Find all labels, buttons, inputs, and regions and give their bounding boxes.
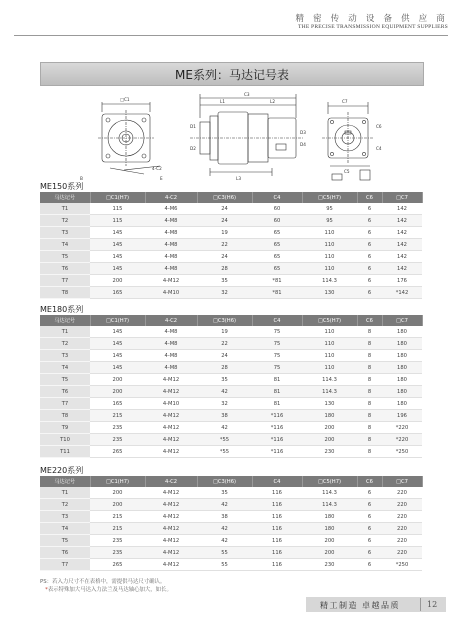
table-row: [40, 410, 422, 422]
table-cell: 4-M8: [145, 239, 197, 251]
table-cell: 81: [252, 398, 302, 410]
table-cell: 60: [252, 203, 302, 215]
table-cell: 8: [357, 386, 382, 398]
note-line-2: [40, 586, 172, 594]
table-cell: 116: [252, 559, 302, 571]
table-cell: 6: [357, 263, 382, 275]
table-cell: 42: [197, 499, 252, 511]
motor-code-cell: T2: [40, 338, 90, 350]
table-cell: 55: [197, 559, 252, 571]
table-cell: 6: [357, 535, 382, 547]
table-cell: 42: [197, 523, 252, 535]
table-cell: 220: [382, 499, 422, 511]
series-title-me150: ME150系列: [40, 182, 84, 191]
table-cell: 19: [197, 326, 252, 338]
motor-code-cell: T1: [40, 487, 90, 499]
table-row: [40, 326, 422, 338]
table-row: [40, 422, 422, 434]
table-row: [40, 251, 422, 263]
table-cell: 215: [90, 523, 145, 535]
table-cell: 75: [252, 350, 302, 362]
table-cell: 116: [252, 487, 302, 499]
table-cell: 110: [302, 326, 357, 338]
table-cell: 145: [90, 251, 145, 263]
table-cell: 196: [382, 410, 422, 422]
table-cell: *116: [252, 422, 302, 434]
table-cell: 8: [357, 338, 382, 350]
motor-code-cell: T6: [40, 263, 90, 275]
motor-code-cell: T10: [40, 434, 90, 446]
col-header: □C3(H6): [197, 476, 252, 487]
motor-code-cell: T4: [40, 523, 90, 535]
table-cell: *81: [252, 275, 302, 287]
motor-code-cell: T2: [40, 215, 90, 227]
col-header: 马达记号: [40, 192, 90, 203]
dim-label-l1: L1: [220, 99, 225, 104]
reducer-side-view: [190, 94, 304, 176]
table-cell: 4-M12: [145, 374, 197, 386]
table-cell: 145: [90, 227, 145, 239]
table-cell: 35: [197, 487, 252, 499]
table-cell: *55: [197, 446, 252, 458]
table-cell: 38: [197, 511, 252, 523]
table-cell: 115: [90, 215, 145, 227]
table-cell: 200: [90, 487, 145, 499]
table-cell: 116: [252, 547, 302, 559]
motor-code-cell: T7: [40, 398, 90, 410]
table-header-row: [40, 192, 422, 203]
table-cell: 110: [302, 338, 357, 350]
table-row: [40, 362, 422, 374]
table-cell: 235: [90, 434, 145, 446]
table-row: [40, 547, 422, 559]
table-cell: 142: [382, 227, 422, 239]
dim-label-c7: C7: [342, 99, 348, 104]
table-cell: 32: [197, 398, 252, 410]
table-cell: 42: [197, 386, 252, 398]
table-cell: 142: [382, 263, 422, 275]
table-cell: 220: [382, 511, 422, 523]
table-cell: 142: [382, 239, 422, 251]
table-cell: 6: [357, 499, 382, 511]
table-row: [40, 227, 422, 239]
table-row: [40, 386, 422, 398]
table-cell: 4-M12: [145, 275, 197, 287]
motor-code-cell: T1: [40, 203, 90, 215]
table-cell: 4-M8: [145, 263, 197, 275]
table-cell: 35: [197, 275, 252, 287]
notes: [40, 578, 172, 594]
table-row: [40, 523, 422, 535]
table-cell: *142: [382, 287, 422, 299]
table-cell: 4-M12: [145, 559, 197, 571]
table-cell: 200: [302, 535, 357, 547]
table-row: [40, 559, 422, 571]
table-cell: 180: [302, 511, 357, 523]
col-header: □C7: [382, 315, 422, 326]
table-cell: 28: [197, 362, 252, 374]
table-cell: 145: [90, 263, 145, 275]
table-cell: 265: [90, 446, 145, 458]
table-cell: 4-M8: [145, 326, 197, 338]
motor-code-cell: T11: [40, 446, 90, 458]
table-cell: 220: [382, 547, 422, 559]
table-cell: 6: [357, 251, 382, 263]
table-cell: 4-M8: [145, 338, 197, 350]
motor-code-cell: T3: [40, 227, 90, 239]
table-cell: *116: [252, 410, 302, 422]
table-cell: *250: [382, 559, 422, 571]
col-header: □C7: [382, 192, 422, 203]
footer-slogan: 精工制造 卓越品质: [320, 601, 401, 610]
table-cell: 116: [252, 523, 302, 535]
table-cell: 235: [90, 535, 145, 547]
motor-code-cell: T3: [40, 350, 90, 362]
series-title-me180: ME180系列: [40, 305, 84, 314]
table-cell: 130: [302, 287, 357, 299]
motor-code-cell: T3: [40, 511, 90, 523]
table-row: [40, 239, 422, 251]
table-cell: *116: [252, 434, 302, 446]
dim-label-c4: C4: [376, 146, 382, 151]
table-cell: 65: [252, 263, 302, 275]
table-cell: 4-M8: [145, 350, 197, 362]
table-cell: 180: [382, 386, 422, 398]
table-cell: 32: [197, 287, 252, 299]
table-cell: 110: [302, 350, 357, 362]
table-cell: 145: [90, 338, 145, 350]
dim-label-c1: □C1: [120, 97, 130, 102]
motor-code-cell: T7: [40, 559, 90, 571]
table-cell: 200: [90, 386, 145, 398]
table-cell: 6: [357, 523, 382, 535]
table-cell: 55: [197, 547, 252, 559]
dim-label-b: B: [80, 176, 83, 181]
table-cell: 176: [382, 275, 422, 287]
table-row: [40, 434, 422, 446]
table-cell: 142: [382, 203, 422, 215]
table-cell: *81: [252, 287, 302, 299]
col-header: C4: [252, 476, 302, 487]
table-cell: 110: [302, 362, 357, 374]
table-cell: 6: [357, 487, 382, 499]
table-cell: 180: [382, 374, 422, 386]
table-cell: 8: [357, 434, 382, 446]
table-cell: 22: [197, 338, 252, 350]
table-cell: 24: [197, 215, 252, 227]
table-cell: 165: [90, 287, 145, 299]
table-cell: 145: [90, 239, 145, 251]
table-cell: 220: [382, 523, 422, 535]
table-cell: 8: [357, 362, 382, 374]
motor-code-cell: T1: [40, 326, 90, 338]
motor-code-cell: T4: [40, 362, 90, 374]
table-row: [40, 511, 422, 523]
motor-code-cell: T5: [40, 535, 90, 547]
table-cell: 4-M6: [145, 203, 197, 215]
col-header: □C5(H7): [302, 476, 357, 487]
table-row: [40, 499, 422, 511]
table-cell: 8: [357, 374, 382, 386]
table-cell: *55: [197, 434, 252, 446]
table-cell: 95: [302, 203, 357, 215]
table-cell: 114.3: [302, 275, 357, 287]
table-cell: 8: [357, 410, 382, 422]
dimension-drawings: [40, 88, 420, 188]
table-cell: 75: [252, 326, 302, 338]
table-row: [40, 263, 422, 275]
table-cell: 4-M12: [145, 511, 197, 523]
table-me220: [40, 476, 423, 571]
table-row: [40, 275, 422, 287]
dim-label-c3: C3: [244, 92, 250, 97]
table-cell: 145: [90, 350, 145, 362]
table-cell: 42: [197, 535, 252, 547]
table-cell: 114.3: [302, 487, 357, 499]
col-header: C6: [357, 476, 382, 487]
table-cell: 4-M12: [145, 422, 197, 434]
table-cell: 114.3: [302, 386, 357, 398]
dim-label-c2: 4-C2: [152, 166, 162, 171]
table-cell: 180: [382, 350, 422, 362]
table-cell: 115: [90, 203, 145, 215]
table-cell: 230: [302, 446, 357, 458]
col-header: □C1(H7): [90, 192, 145, 203]
page-title-band: [40, 62, 424, 86]
page-number: 12: [427, 600, 438, 609]
table-cell: 116: [252, 499, 302, 511]
table-row: [40, 338, 422, 350]
table-cell: 28: [197, 263, 252, 275]
table-cell: 4-M8: [145, 227, 197, 239]
footer-separator: [420, 598, 421, 611]
table-row: [40, 535, 422, 547]
table-cell: 8: [357, 350, 382, 362]
table-cell: 145: [90, 326, 145, 338]
table-cell: 42: [197, 422, 252, 434]
dim-label-d2: D2: [190, 146, 196, 151]
dim-label-d1: D1: [190, 124, 196, 129]
table-cell: 200: [90, 275, 145, 287]
table-row: [40, 446, 422, 458]
col-header: □C1(H7): [90, 476, 145, 487]
table-row: [40, 374, 422, 386]
table-cell: 24: [197, 350, 252, 362]
table-cell: 38: [197, 410, 252, 422]
table-cell: 116: [252, 511, 302, 523]
table-cell: 4-M12: [145, 547, 197, 559]
col-header: 马达记号: [40, 476, 90, 487]
dim-label-e: E: [160, 176, 163, 181]
table-cell: 180: [302, 410, 357, 422]
table-cell: 4-M12: [145, 523, 197, 535]
table-cell: 4-M12: [145, 386, 197, 398]
col-header: C6: [357, 192, 382, 203]
motor-code-cell: T5: [40, 374, 90, 386]
col-header: 4-C2: [145, 315, 197, 326]
table-cell: 8: [357, 422, 382, 434]
col-header: 马达记号: [40, 315, 90, 326]
note-line-1: PS：若入力尺寸不在表格中，需提供马达尺寸确认。: [40, 579, 166, 585]
table-cell: 180: [382, 362, 422, 374]
table-cell: 81: [252, 386, 302, 398]
table-cell: 215: [90, 410, 145, 422]
table-cell: 60: [252, 215, 302, 227]
col-header: 4-C2: [145, 192, 197, 203]
table-cell: 114.3: [302, 499, 357, 511]
motor-code-cell: T2: [40, 499, 90, 511]
table-cell: 6: [357, 511, 382, 523]
table-cell: 110: [302, 239, 357, 251]
company-name-cn: 精 密 传 动 设 备 供 应 商: [295, 14, 448, 24]
table-cell: 8: [357, 398, 382, 410]
table-cell: 145: [90, 362, 145, 374]
table-cell: 4-M8: [145, 362, 197, 374]
col-header: 4-C2: [145, 476, 197, 487]
table-cell: 180: [302, 523, 357, 535]
table-cell: 6: [357, 287, 382, 299]
table-cell: 4-M8: [145, 251, 197, 263]
table-cell: 24: [197, 251, 252, 263]
table-cell: 110: [302, 263, 357, 275]
table-cell: 4-M12: [145, 535, 197, 547]
table-row: [40, 398, 422, 410]
motor-code-cell: T5: [40, 251, 90, 263]
dim-label-d4: D4: [300, 142, 306, 147]
col-header: □C7: [382, 476, 422, 487]
table-row: [40, 487, 422, 499]
table-cell: 235: [90, 547, 145, 559]
table-cell: 110: [302, 251, 357, 263]
table-cell: 8: [357, 446, 382, 458]
table-cell: 6: [357, 559, 382, 571]
table-cell: 65: [252, 227, 302, 239]
motor-code-cell: T7: [40, 275, 90, 287]
dim-label-c6: C6: [376, 124, 382, 129]
table-cell: 35: [197, 374, 252, 386]
series-title-me220: ME220系列: [40, 466, 84, 475]
col-header: C4: [252, 315, 302, 326]
table-cell: 4-M12: [145, 499, 197, 511]
table-cell: *116: [252, 446, 302, 458]
table-cell: 200: [90, 374, 145, 386]
dim-label-l3: L3: [236, 176, 241, 181]
table-row: [40, 203, 422, 215]
table-cell: 200: [302, 547, 357, 559]
table-me180: [40, 315, 423, 458]
table-cell: 65: [252, 251, 302, 263]
table-row: [40, 350, 422, 362]
table-cell: 6: [357, 215, 382, 227]
table-cell: 200: [302, 422, 357, 434]
table-cell: 180: [382, 398, 422, 410]
dim-label-l2: L2: [270, 99, 275, 104]
dim-label-c5: C5: [344, 169, 350, 174]
motor-code-cell: T8: [40, 410, 90, 422]
table-cell: 6: [357, 547, 382, 559]
motor-code-cell: T6: [40, 386, 90, 398]
table-cell: *250: [382, 446, 422, 458]
table-cell: 220: [382, 487, 422, 499]
table-row: [40, 215, 422, 227]
table-cell: 116: [252, 535, 302, 547]
motor-code-cell: T6: [40, 547, 90, 559]
col-header: C6: [357, 315, 382, 326]
motor-code-cell: T4: [40, 239, 90, 251]
table-cell: 95: [302, 215, 357, 227]
table-cell: 130: [302, 398, 357, 410]
table-cell: 6: [357, 239, 382, 251]
dim-label-d3: D3: [300, 130, 306, 135]
table-cell: 180: [382, 326, 422, 338]
table-cell: 220: [382, 535, 422, 547]
table-cell: 4-M8: [145, 215, 197, 227]
table-header-row: [40, 476, 422, 487]
table-cell: 200: [90, 499, 145, 511]
col-header: □C5(H7): [302, 192, 357, 203]
table-cell: 4-M12: [145, 446, 197, 458]
table-cell: 75: [252, 338, 302, 350]
table-cell: 65: [252, 239, 302, 251]
table-cell: 230: [302, 559, 357, 571]
table-cell: 4-M12: [145, 434, 197, 446]
table-cell: 215: [90, 511, 145, 523]
table-cell: 142: [382, 215, 422, 227]
motor-flange-front-view: [98, 102, 160, 174]
table-cell: 180: [382, 338, 422, 350]
table-cell: 6: [357, 275, 382, 287]
table-cell: 235: [90, 422, 145, 434]
motor-code-cell: T9: [40, 422, 90, 434]
table-cell: 165: [90, 398, 145, 410]
table-cell: 200: [302, 434, 357, 446]
table-cell: 6: [357, 227, 382, 239]
note-line-2-text: 表示特殊加大马达入力法兰及马达轴心加大，如长。: [47, 587, 172, 593]
col-header: C4: [252, 192, 302, 203]
table-row: [40, 287, 422, 299]
table-cell: 114.3: [302, 374, 357, 386]
col-header: □C3(H6): [197, 192, 252, 203]
company-name-en: THE PRECISE TRANSMISSION EQUIPMENT SUPPLIERS: [297, 24, 448, 30]
table-cell: 4-M10: [145, 287, 197, 299]
table-header-row: [40, 315, 422, 326]
table-cell: 19: [197, 227, 252, 239]
table-cell: *220: [382, 422, 422, 434]
table-cell: 22: [197, 239, 252, 251]
col-header: □C3(H6): [197, 315, 252, 326]
header-divider: [14, 35, 448, 36]
table-cell: 4-M12: [145, 487, 197, 499]
table-cell: 8: [357, 326, 382, 338]
table-me150: [40, 192, 423, 299]
table-cell: 6: [357, 203, 382, 215]
table-cell: 4-M10: [145, 398, 197, 410]
table-cell: 81: [252, 374, 302, 386]
page-title: ME系列：马达记号表: [175, 68, 289, 82]
table-cell: 4-M12: [145, 410, 197, 422]
table-cell: 75: [252, 362, 302, 374]
motor-code-cell: T8: [40, 287, 90, 299]
table-cell: 24: [197, 203, 252, 215]
table-cell: 110: [302, 227, 357, 239]
col-header: □C1(H7): [90, 315, 145, 326]
note-star: *: [45, 587, 48, 593]
table-cell: 142: [382, 251, 422, 263]
table-cell: *220: [382, 434, 422, 446]
col-header: □C5(H7): [302, 315, 357, 326]
table-cell: 265: [90, 559, 145, 571]
